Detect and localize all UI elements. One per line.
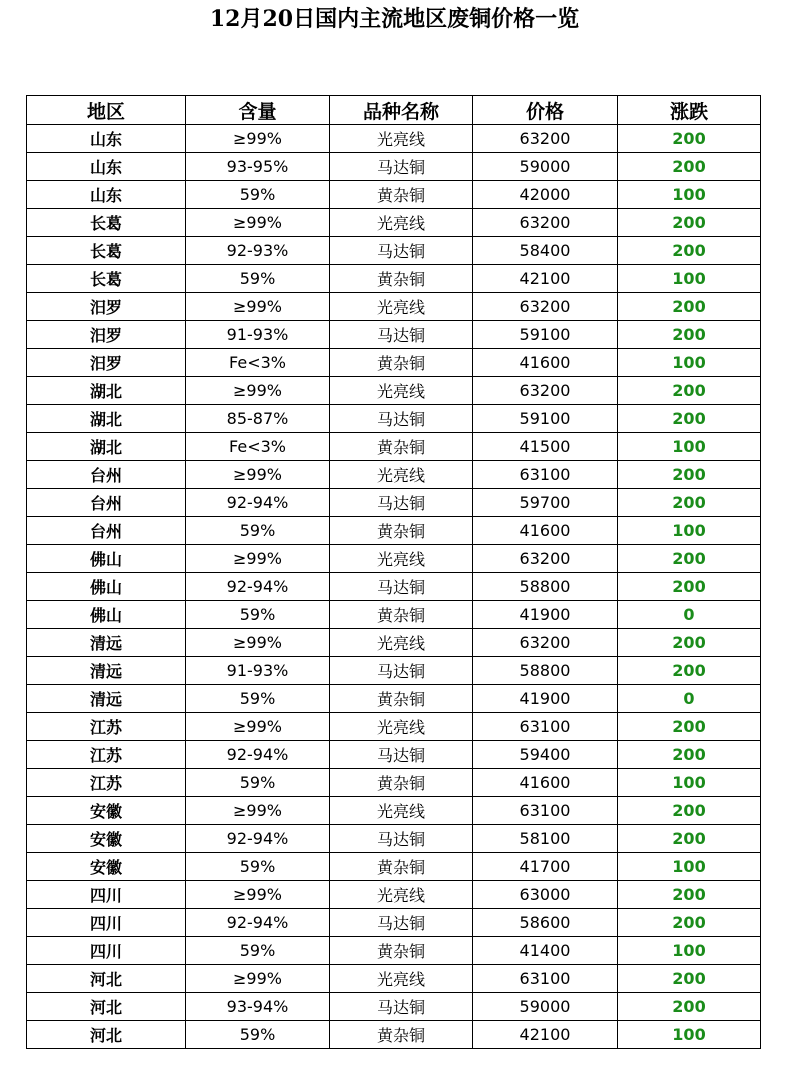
table-row <box>27 769 761 797</box>
region-cell: 江苏 <box>27 713 186 741</box>
content-cell: 59% <box>186 853 330 881</box>
change-cell: 200 <box>618 629 761 657</box>
change-cell: 200 <box>618 741 761 769</box>
region-cell: 佛山 <box>27 601 186 629</box>
change-cell: 200 <box>618 153 761 181</box>
content-cell: 91-93% <box>186 321 330 349</box>
variety-cell: 光亮线 <box>330 461 473 489</box>
content-cell: 93-95% <box>186 153 330 181</box>
change-cell: 100 <box>618 853 761 881</box>
change-cell: 200 <box>618 825 761 853</box>
price-cell: 41700 <box>473 853 618 881</box>
change-cell: 0 <box>618 601 761 629</box>
region-cell: 山东 <box>27 153 186 181</box>
region-cell: 佛山 <box>27 573 186 601</box>
content-cell: 93-94% <box>186 993 330 1021</box>
change-cell: 100 <box>618 937 761 965</box>
page-title: 12月20日国内主流地区废铜价格一览 <box>209 6 580 32</box>
table-row <box>27 321 761 349</box>
table-row <box>27 237 761 265</box>
region-cell: 河北 <box>27 993 186 1021</box>
variety-cell: 黄杂铜 <box>330 769 473 797</box>
change-cell: 200 <box>618 881 761 909</box>
table-row <box>27 265 761 293</box>
content-cell: ≥99% <box>186 713 330 741</box>
region-cell: 山东 <box>27 125 186 153</box>
content-cell: 92-94% <box>186 489 330 517</box>
change-cell: 200 <box>618 489 761 517</box>
content-cell: ≥99% <box>186 461 330 489</box>
region-cell: 山东 <box>27 181 186 209</box>
content-cell: 59% <box>186 601 330 629</box>
content-cell: Fe<3% <box>186 349 330 377</box>
change-cell: 200 <box>618 377 761 405</box>
variety-cell: 光亮线 <box>330 881 473 909</box>
price-cell: 41900 <box>473 601 618 629</box>
change-cell: 200 <box>618 461 761 489</box>
change-cell: 200 <box>618 573 761 601</box>
content-cell: ≥99% <box>186 797 330 825</box>
price-cell: 63200 <box>473 545 618 573</box>
table-row <box>27 993 761 1021</box>
price-cell: 59700 <box>473 489 618 517</box>
variety-cell: 马达铜 <box>330 321 473 349</box>
region-cell: 汨罗 <box>27 321 186 349</box>
price-cell: 41600 <box>473 517 618 545</box>
price-cell: 63100 <box>473 797 618 825</box>
region-cell: 台州 <box>27 489 186 517</box>
content-cell: 59% <box>186 769 330 797</box>
content-cell: 59% <box>186 1021 330 1049</box>
region-cell: 四川 <box>27 881 186 909</box>
price-cell: 58800 <box>473 657 618 685</box>
price-cell: 41500 <box>473 433 618 461</box>
variety-cell: 马达铜 <box>330 489 473 517</box>
price-cell: 42100 <box>473 265 618 293</box>
table-row <box>27 601 761 629</box>
price-cell: 58800 <box>473 573 618 601</box>
region-cell: 湖北 <box>27 405 186 433</box>
change-cell: 100 <box>618 181 761 209</box>
change-cell: 200 <box>618 237 761 265</box>
change-cell: 100 <box>618 265 761 293</box>
variety-cell: 黄杂铜 <box>330 433 473 461</box>
variety-cell: 马达铜 <box>330 909 473 937</box>
region-cell: 清远 <box>27 657 186 685</box>
price-cell: 41900 <box>473 685 618 713</box>
region-cell: 长葛 <box>27 237 186 265</box>
table-row <box>27 209 761 237</box>
region-cell: 江苏 <box>27 769 186 797</box>
content-cell: 59% <box>186 181 330 209</box>
table-row <box>27 517 761 545</box>
change-cell: 200 <box>618 797 761 825</box>
variety-cell: 光亮线 <box>330 629 473 657</box>
price-cell: 63100 <box>473 965 618 993</box>
content-cell: 92-94% <box>186 825 330 853</box>
table-row <box>27 461 761 489</box>
variety-cell: 黄杂铜 <box>330 853 473 881</box>
price-cell: 63200 <box>473 377 618 405</box>
content-cell: 92-94% <box>186 741 330 769</box>
region-cell: 河北 <box>27 1021 186 1049</box>
region-cell: 台州 <box>27 461 186 489</box>
region-cell: 佛山 <box>27 545 186 573</box>
change-cell: 100 <box>618 517 761 545</box>
change-cell: 200 <box>618 209 761 237</box>
variety-cell: 黄杂铜 <box>330 685 473 713</box>
price-cell: 63200 <box>473 209 618 237</box>
region-cell: 河北 <box>27 965 186 993</box>
price-cell: 59400 <box>473 741 618 769</box>
region-cell: 江苏 <box>27 741 186 769</box>
price-cell: 59000 <box>473 153 618 181</box>
region-cell: 四川 <box>27 937 186 965</box>
variety-cell: 黄杂铜 <box>330 1021 473 1049</box>
change-cell: 200 <box>618 657 761 685</box>
change-cell: 200 <box>618 405 761 433</box>
price-cell: 42100 <box>473 1021 618 1049</box>
variety-cell: 马达铜 <box>330 405 473 433</box>
change-cell: 200 <box>618 993 761 1021</box>
region-cell: 清远 <box>27 685 186 713</box>
variety-cell: 黄杂铜 <box>330 601 473 629</box>
region-cell: 清远 <box>27 629 186 657</box>
variety-cell: 光亮线 <box>330 293 473 321</box>
price-cell: 41400 <box>473 937 618 965</box>
header-region: 地区 <box>27 96 186 125</box>
table-row <box>27 489 761 517</box>
region-cell: 长葛 <box>27 209 186 237</box>
content-cell: 92-94% <box>186 573 330 601</box>
change-cell: 200 <box>618 293 761 321</box>
price-cell: 63100 <box>473 713 618 741</box>
content-cell: 59% <box>186 265 330 293</box>
variety-cell: 光亮线 <box>330 209 473 237</box>
table-row <box>27 293 761 321</box>
price-cell: 63200 <box>473 629 618 657</box>
change-cell: 200 <box>618 125 761 153</box>
table-row <box>27 853 761 881</box>
table-row <box>27 797 761 825</box>
table-row <box>27 125 761 153</box>
variety-cell: 马达铜 <box>330 825 473 853</box>
variety-cell: 黄杂铜 <box>330 265 473 293</box>
table-row <box>27 433 761 461</box>
table-row <box>27 965 761 993</box>
content-cell: 91-93% <box>186 657 330 685</box>
content-cell: 92-93% <box>186 237 330 265</box>
variety-cell: 光亮线 <box>330 713 473 741</box>
table-row <box>27 1021 761 1049</box>
variety-cell: 光亮线 <box>330 545 473 573</box>
variety-cell: 黄杂铜 <box>330 937 473 965</box>
region-cell: 汨罗 <box>27 349 186 377</box>
price-cell: 41600 <box>473 769 618 797</box>
variety-cell: 黄杂铜 <box>330 181 473 209</box>
change-cell: 100 <box>618 1021 761 1049</box>
variety-cell: 马达铜 <box>330 573 473 601</box>
change-cell: 100 <box>618 433 761 461</box>
table-body <box>27 125 761 1049</box>
table-row <box>27 909 761 937</box>
region-cell: 汨罗 <box>27 293 186 321</box>
price-cell: 63000 <box>473 881 618 909</box>
variety-cell: 马达铜 <box>330 741 473 769</box>
table-row <box>27 685 761 713</box>
table-row <box>27 657 761 685</box>
change-cell: 100 <box>618 769 761 797</box>
region-cell: 湖北 <box>27 433 186 461</box>
variety-cell: 光亮线 <box>330 797 473 825</box>
table-row <box>27 741 761 769</box>
price-cell: 42000 <box>473 181 618 209</box>
change-cell: 200 <box>618 321 761 349</box>
content-cell: 59% <box>186 517 330 545</box>
price-cell: 41600 <box>473 349 618 377</box>
price-cell: 58600 <box>473 909 618 937</box>
change-cell: 0 <box>618 685 761 713</box>
header-price: 价格 <box>473 96 618 125</box>
table-row <box>27 825 761 853</box>
header-variety: 品种名称 <box>330 96 473 125</box>
content-cell: ≥99% <box>186 209 330 237</box>
price-cell: 59100 <box>473 405 618 433</box>
table-row <box>27 153 761 181</box>
table-row <box>27 349 761 377</box>
content-cell: ≥99% <box>186 377 330 405</box>
change-cell: 200 <box>618 965 761 993</box>
content-cell: 59% <box>186 685 330 713</box>
price-cell: 63200 <box>473 125 618 153</box>
variety-cell: 马达铜 <box>330 657 473 685</box>
region-cell: 台州 <box>27 517 186 545</box>
change-cell: 200 <box>618 909 761 937</box>
price-cell: 63100 <box>473 461 618 489</box>
table-row <box>27 405 761 433</box>
price-cell: 59100 <box>473 321 618 349</box>
change-cell: 200 <box>618 713 761 741</box>
variety-cell: 马达铜 <box>330 153 473 181</box>
content-cell: 85-87% <box>186 405 330 433</box>
content-cell: Fe<3% <box>186 433 330 461</box>
price-cell: 59000 <box>473 993 618 1021</box>
content-cell: ≥99% <box>186 965 330 993</box>
header-change: 涨跌 <box>618 96 761 125</box>
price-cell: 63200 <box>473 293 618 321</box>
region-cell: 长葛 <box>27 265 186 293</box>
variety-cell: 黄杂铜 <box>330 349 473 377</box>
variety-cell: 马达铜 <box>330 237 473 265</box>
variety-cell: 马达铜 <box>330 993 473 1021</box>
header-row <box>27 96 761 125</box>
content-cell: 59% <box>186 937 330 965</box>
table-row <box>27 937 761 965</box>
content-cell: ≥99% <box>186 125 330 153</box>
table-row <box>27 713 761 741</box>
content-cell: 92-94% <box>186 909 330 937</box>
region-cell: 湖北 <box>27 377 186 405</box>
table-row <box>27 629 761 657</box>
price-cell: 58100 <box>473 825 618 853</box>
variety-cell: 黄杂铜 <box>330 517 473 545</box>
table-row <box>27 545 761 573</box>
table-row <box>27 377 761 405</box>
change-cell: 200 <box>618 545 761 573</box>
region-cell: 四川 <box>27 909 186 937</box>
variety-cell: 光亮线 <box>330 125 473 153</box>
header-content: 含量 <box>186 96 330 125</box>
region-cell: 安徽 <box>27 853 186 881</box>
price-cell: 58400 <box>473 237 618 265</box>
region-cell: 安徽 <box>27 825 186 853</box>
price-table <box>26 95 761 1049</box>
region-cell: 安徽 <box>27 797 186 825</box>
content-cell: ≥99% <box>186 545 330 573</box>
content-cell: ≥99% <box>186 881 330 909</box>
table-row <box>27 881 761 909</box>
content-cell: ≥99% <box>186 629 330 657</box>
table-row <box>27 573 761 601</box>
table-row <box>27 181 761 209</box>
variety-cell: 光亮线 <box>330 965 473 993</box>
change-cell: 100 <box>618 349 761 377</box>
content-cell: ≥99% <box>186 293 330 321</box>
variety-cell: 光亮线 <box>330 377 473 405</box>
